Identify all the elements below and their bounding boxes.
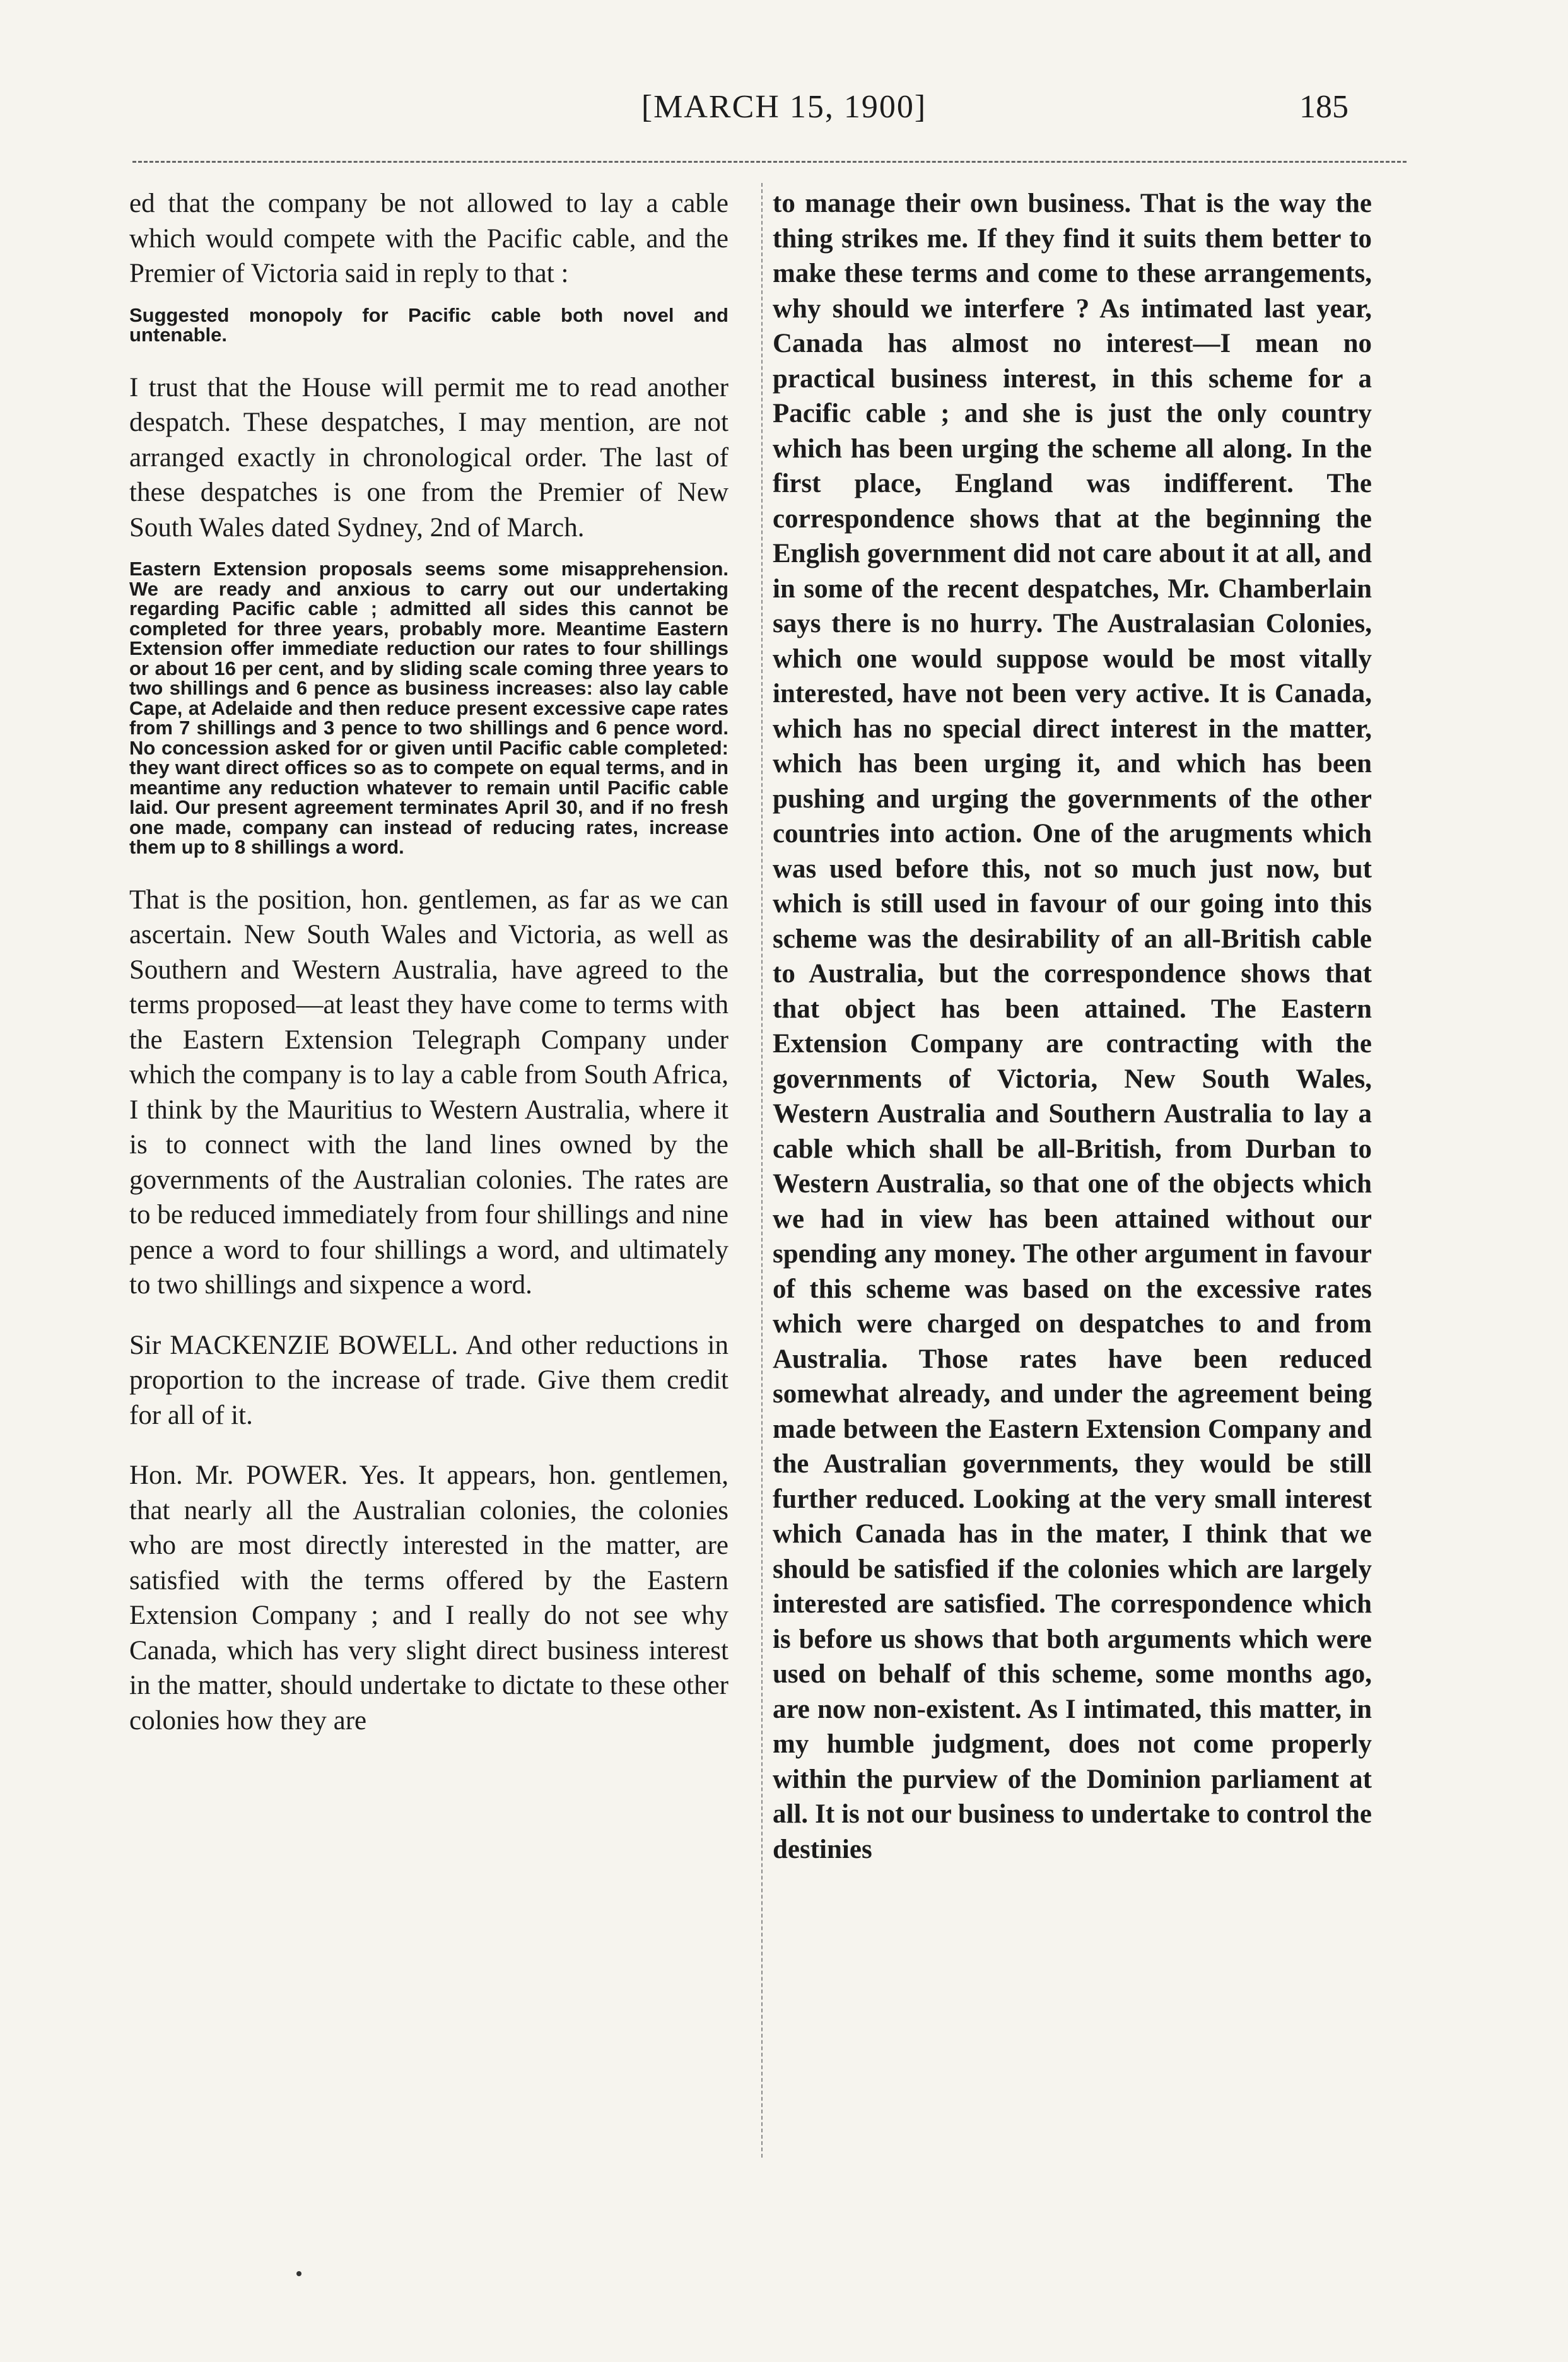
left-paragraph-3: That is the position, hon. gentlemen, as far as we can ascertain. New South Wales and Victoria, as well as Southern and Western Australia, have agreed to the terms proposed—at least they have come to terms with the Eastern Extension Telegraph Company under which the company is to lay a cable from South Africa, I think by the Mauritius to Western Australia, where it is to connect with the land lines owned by the governments of the Australian colonies. The rates are to be reduced immediately from four shillings and nine pence a word to four shillings a word, and ultimately to two shillings and sixpence a word.: [129, 884, 728, 1300]
left-column: [129, 186, 728, 1738]
right-paragraph-1: to manage their own business. That is the way the thing strikes me. If they find it suits them better to make these terms and come to these arrangements, why should we interfere ? As intimated last year, Canada has almost no interest—I mean no practical business interest, in this scheme for a Pacific cable ; and she is just the only country which has been urging the scheme all along. In the first place, England was indifferent. The correspondence shows that at the beginning the English government did not care about it at all, and in some of the recent despatches, Mr. Chamberlain says there is no hurry. The Australasian Colonies, which one would suppose would be most vitally interested, have not been very active. It is Canada, which has no special direct interest in the matter, which has been urging it, and which has been pushing and urging the governments of the other countries into action. One of the arugments which was used before this, not so much just now, but which is still used in favour of our going into this scheme was the desirability of an all-British cable to Australia, but the correspondence shows that that object has been attained. The Eastern Extension Company are contracting with the governments of Victoria, New South Wales, Western Australia and Southern Australia to lay a cable which shall be all-British, from Durban to Western Australia, so that one of the objects which we had in view has been attained without our spending any money. The other argument in favour of this scheme was based on the excessive rates which were charged on despatches to and from Australia. Those rates have been reduced somewhat already, and under the agreement being made between the Eastern Extension Company and the Australian governments, they would be still further reduced. Looking at the very small interest which Canada has in the mater, I think that we should be satisfied if the colonies which are largely interested are satisfied. The correspondence which is before us shows that both arguments which were used on behalf of this scheme, some months ago, are now non-existent. As I intimated, this matter, in my humble judgment, does not come properly within the purview of the Dominion parliament at all. It is not our business to undertake to control the destinies: [773, 189, 1372, 1864]
left-paragraph-1: ed that the company be not allowed to lay a cable which would compete with the Pacific cable, and the Premier of Victoria said in reply to that :: [129, 189, 728, 288]
page-header: [0, 88, 1568, 139]
left-quote-1: Suggested monopoly for Pacific cable both novel and untenable.: [129, 303, 728, 346]
page-number: 185: [1299, 89, 1349, 125]
column-divider: [761, 183, 763, 2158]
left-paragraph-2: I trust that the House will permit me to read another despatch. These despatches, I may mention, are not arranged exactly in chronological order. The last of these despatches is one from the Premier of New South Wales dated Sydney, 2nd of March.: [129, 372, 728, 543]
left-quote-2: Eastern Extension proposals seems some misapprehension. We are ready and anxious to carry out our undertaking regarding Pacific cable ; admitted all sides this cannot be completed for three years, probably more. Meantime Eastern Extension offer immediate reduction our rates to four shillings or about 16 per cent, and by sliding scale coming three years to two shillings and 6 pence as business increases: also lay cable Cape, at Adelaide and then reduce present excessive cape rates from 7 shillings and 3 pence to two shillings and 6 pence word. No concession asked for or given until Pacific cable completed: they want direct offices so as to compete on equal terms, and in meantime any reduction whatever to remain until Pacific cable laid. Our present agreement terminates April 30, and if no fresh one made, company can instead of reducing rates, increase them up to 8 shillings a word.: [129, 558, 728, 858]
stray-mark: [296, 2271, 301, 2276]
right-column: [773, 186, 1372, 1867]
header-rule: [132, 161, 1407, 163]
header-date: [MARCH 15, 1900]: [641, 89, 927, 125]
left-paragraph-4: Sir MACKENZIE BOWELL. And other reductions in proportion to the increase of trade. Give them credit for all of it.: [129, 1330, 728, 1430]
left-paragraph-5: Hon. Mr. POWER. Yes. It appears, hon. gentlemen, that nearly all the Australian colonies, the colonies who are most directly interested in the matter, are satisfied with the terms offered by the Eastern Extension Company ; and I really do not see why Canada, which has very slight direct business interest in the matter, should undertake to dictate to these other colonies how they are: [129, 1460, 728, 1736]
